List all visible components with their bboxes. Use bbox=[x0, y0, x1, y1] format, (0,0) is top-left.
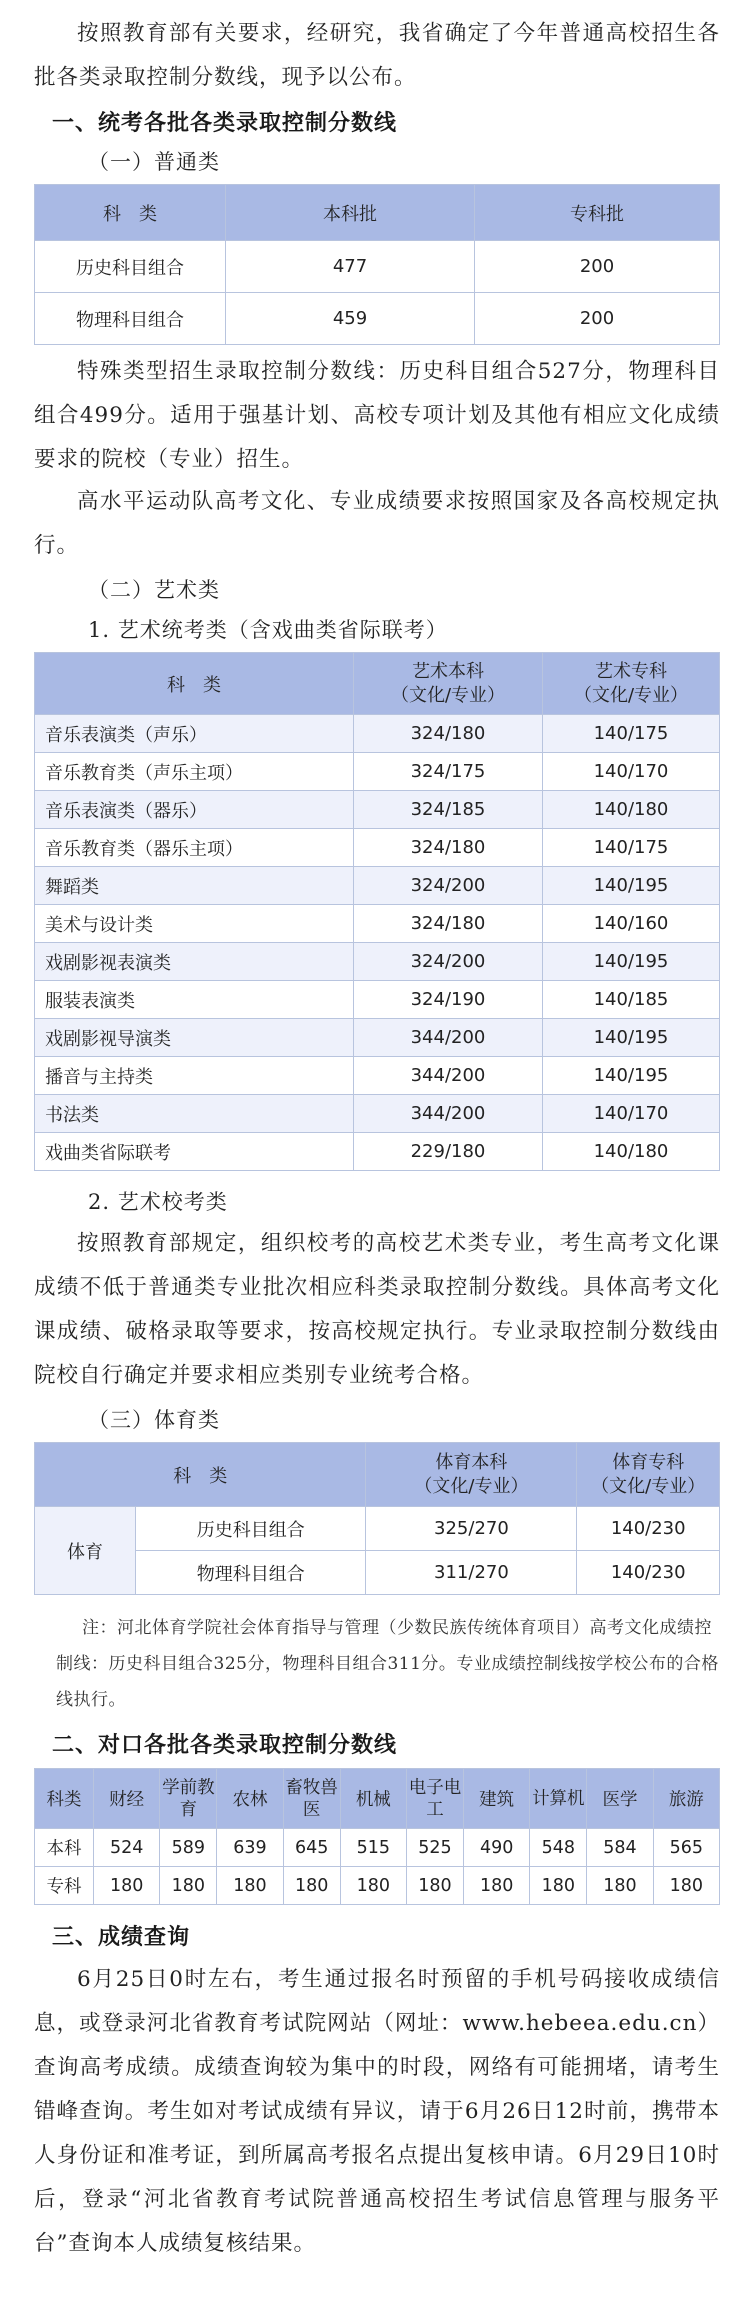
art-unified-title: 1. 艺术统考类（含戏曲类省际联考） bbox=[88, 618, 448, 642]
table-header: 旅游 bbox=[653, 1769, 719, 1829]
table-header: 机械 bbox=[340, 1769, 406, 1829]
table-cell: 639 bbox=[217, 1829, 283, 1867]
section2-title: 二、对口各批各类录取控制分数线 bbox=[52, 1733, 398, 1758]
table-cell: 324/175 bbox=[354, 753, 543, 791]
table-cell: 专科 bbox=[35, 1867, 94, 1905]
table-cell: 584 bbox=[587, 1829, 653, 1867]
table-cell: 美术与设计类 bbox=[35, 905, 354, 943]
table-cell: 325/270 bbox=[366, 1507, 577, 1551]
table-cell: 180 bbox=[463, 1867, 529, 1905]
table-cell: 音乐教育类（声乐主项） bbox=[35, 753, 354, 791]
header-subline: （文化/专业） bbox=[414, 1475, 529, 1497]
table-cell: 戏剧影视导演类 bbox=[35, 1019, 354, 1057]
table-cell: 324/185 bbox=[354, 791, 543, 829]
art-unified-table bbox=[34, 652, 720, 1171]
table-cell: 311/270 bbox=[366, 1551, 577, 1595]
table-header: 本科批 bbox=[226, 185, 475, 241]
pe-note: 注：河北体育学院社会体育指导与管理（少数民族传统体育项目）高考文化成绩控制线：历史科目组合325分，物理科目组合311分。专业成绩控制线按学校公布的合格线执行。 bbox=[56, 1618, 719, 1710]
table-row bbox=[35, 1133, 720, 1171]
vocational-table bbox=[34, 1768, 720, 1905]
table-header: 科 类 bbox=[35, 185, 226, 241]
table-cell: 589 bbox=[160, 1829, 217, 1867]
table-row bbox=[35, 1867, 720, 1905]
pe-table bbox=[34, 1442, 720, 1595]
table-cell: 140/195 bbox=[543, 867, 720, 905]
table-cell: 体育 bbox=[35, 1507, 136, 1595]
table-cell: 播音与主持类 bbox=[35, 1057, 354, 1095]
table-cell: 229/180 bbox=[354, 1133, 543, 1171]
table-cell: 140/160 bbox=[543, 905, 720, 943]
table-header bbox=[366, 1443, 577, 1507]
table-cell: 140/195 bbox=[543, 1057, 720, 1095]
header-line: 体育专科 bbox=[612, 1451, 685, 1473]
table-cell: 140/195 bbox=[543, 1019, 720, 1057]
table-cell: 舞蹈类 bbox=[35, 867, 354, 905]
table-cell: 音乐教育类（器乐主项） bbox=[35, 829, 354, 867]
general-subtitle: （一）普通类 bbox=[88, 150, 220, 174]
table-cell: 525 bbox=[406, 1829, 463, 1867]
table-cell: 180 bbox=[283, 1867, 340, 1905]
table-cell: 音乐表演类（器乐） bbox=[35, 791, 354, 829]
table-row bbox=[35, 293, 720, 345]
table-cell: 物理科目组合 bbox=[136, 1551, 366, 1595]
table-header: 医学 bbox=[587, 1769, 653, 1829]
table-row bbox=[35, 981, 720, 1019]
table-cell: 324/190 bbox=[354, 981, 543, 1019]
table-row bbox=[35, 867, 720, 905]
table-cell: 459 bbox=[226, 293, 475, 345]
table-cell: 200 bbox=[475, 241, 720, 293]
table-cell: 477 bbox=[226, 241, 475, 293]
table-cell: 180 bbox=[340, 1867, 406, 1905]
table-header: 专科批 bbox=[475, 185, 720, 241]
table-row bbox=[35, 1095, 720, 1133]
table-header bbox=[354, 653, 543, 715]
table-header bbox=[577, 1443, 720, 1507]
table-cell: 180 bbox=[217, 1867, 283, 1905]
table-row bbox=[35, 753, 720, 791]
table-header: 科类 bbox=[35, 1769, 94, 1829]
table-cell: 344/200 bbox=[354, 1057, 543, 1095]
table-header bbox=[543, 653, 720, 715]
table-cell: 324/180 bbox=[354, 829, 543, 867]
table-cell: 本科 bbox=[35, 1829, 94, 1867]
table-header: 科 类 bbox=[35, 653, 354, 715]
sports-team-paragraph: 高水平运动队高考文化、专业成绩要求按照国家及各高校规定执行。 bbox=[34, 489, 720, 558]
art-school-paragraph: 按照教育部规定，组织校考的高校艺术类专业，考生高考文化课成绩不低于普通类专业批次相应科类录取控制分数线。具体高考文化课成绩、破格录取等要求，按高校规定执行。专业录取控制分数线由院校自行确定并要求相应类别专业统考合格。 bbox=[34, 1231, 720, 1388]
table-cell: 324/180 bbox=[354, 905, 543, 943]
table-cell: 324/180 bbox=[354, 715, 543, 753]
table-header: 科 类 bbox=[35, 1443, 366, 1507]
table-cell: 490 bbox=[463, 1829, 529, 1867]
table-row bbox=[35, 829, 720, 867]
table-cell: 324/200 bbox=[354, 943, 543, 981]
table-cell: 140/180 bbox=[543, 791, 720, 829]
table-cell: 180 bbox=[587, 1867, 653, 1905]
table-cell: 历史科目组合 bbox=[35, 241, 226, 293]
table-cell: 180 bbox=[530, 1867, 587, 1905]
intro-paragraph: 按照教育部有关要求，经研究，我省确定了今年普通高校招生各批各类录取控制分数线，现予以公布。 bbox=[34, 21, 720, 90]
table-row bbox=[35, 1829, 720, 1867]
table-cell: 180 bbox=[160, 1867, 217, 1905]
table-cell: 344/200 bbox=[354, 1095, 543, 1133]
header-subline: （文化/专业） bbox=[573, 684, 689, 706]
table-cell: 140/170 bbox=[543, 1095, 720, 1133]
header-line: 艺术专科 bbox=[595, 660, 667, 682]
table-cell: 515 bbox=[340, 1829, 406, 1867]
table-header: 计算机 bbox=[530, 1769, 587, 1829]
table-cell: 140/185 bbox=[543, 981, 720, 1019]
table-row bbox=[35, 791, 720, 829]
table-cell: 565 bbox=[653, 1829, 719, 1867]
table-cell: 548 bbox=[530, 1829, 587, 1867]
table-cell: 140/180 bbox=[543, 1133, 720, 1171]
header-line: 体育本科 bbox=[435, 1451, 508, 1473]
table-cell: 140/170 bbox=[543, 753, 720, 791]
table-cell: 344/200 bbox=[354, 1019, 543, 1057]
table-cell: 324/200 bbox=[354, 867, 543, 905]
table-cell: 645 bbox=[283, 1829, 340, 1867]
table-cell: 书法类 bbox=[35, 1095, 354, 1133]
table-cell: 服装表演类 bbox=[35, 981, 354, 1019]
table-header: 畜牧兽医 bbox=[283, 1769, 340, 1829]
table-row bbox=[35, 1057, 720, 1095]
art-subtitle: （二）艺术类 bbox=[88, 578, 220, 602]
table-row bbox=[35, 943, 720, 981]
pe-subtitle: （三）体育类 bbox=[88, 1408, 220, 1432]
table-cell: 140/195 bbox=[543, 943, 720, 981]
table-header: 建筑 bbox=[463, 1769, 529, 1829]
section1-title: 一、统考各批各类录取控制分数线 bbox=[52, 111, 398, 136]
table-row bbox=[35, 1551, 720, 1595]
table-cell: 140/175 bbox=[543, 715, 720, 753]
table-cell: 140/230 bbox=[577, 1507, 720, 1551]
table-cell: 180 bbox=[406, 1867, 463, 1905]
score-inquiry-paragraph: 6月25日0时左右，考生通过报名时预留的手机号码接收成绩信息，或登录河北省教育考试院网站（网址：www.hebeea.edu.cn）查询高考成绩。成绩查询较为集中的时段，网络有可能拥堵，请考生错峰查询。考生如对考试成绩有异议，请于6月26日12时前，携带本人身份证和准考证，到所属高考报名点提出复核申请。6月29日10时后，登录“河北省教育考试院普通高校招生考试信息管理与服务平台”查询本人成绩复核结果。 bbox=[34, 1967, 720, 2256]
table-cell: 物理科目组合 bbox=[35, 293, 226, 345]
header-line: 艺术本科 bbox=[412, 660, 484, 682]
art-school-title: 2. 艺术校考类 bbox=[88, 1190, 228, 1214]
table-cell: 524 bbox=[94, 1829, 160, 1867]
table-row bbox=[35, 1507, 720, 1551]
table-header: 电子电工 bbox=[406, 1769, 463, 1829]
table-cell: 200 bbox=[475, 293, 720, 345]
table-cell: 140/175 bbox=[543, 829, 720, 867]
table-cell: 戏剧影视表演类 bbox=[35, 943, 354, 981]
table-row bbox=[35, 1019, 720, 1057]
header-subline: （文化/专业） bbox=[591, 1475, 706, 1497]
table-cell: 音乐表演类（声乐） bbox=[35, 715, 354, 753]
table-cell: 180 bbox=[94, 1867, 160, 1905]
table-cell: 戏曲类省际联考 bbox=[35, 1133, 354, 1171]
table-row bbox=[35, 241, 720, 293]
table-header: 农林 bbox=[217, 1769, 283, 1829]
table-cell: 180 bbox=[653, 1867, 719, 1905]
table-header: 财经 bbox=[94, 1769, 160, 1829]
special-type-paragraph: 特殊类型招生录取控制分数线：历史科目组合527分，物理科目组合499分。适用于强基计划、高校专项计划及其他有相应文化成绩要求的院校（专业）招生。 bbox=[34, 359, 720, 472]
general-table bbox=[34, 184, 720, 345]
table-cell: 140/230 bbox=[577, 1551, 720, 1595]
table-row bbox=[35, 715, 720, 753]
table-row bbox=[35, 905, 720, 943]
table-header: 学前教育 bbox=[160, 1769, 217, 1829]
section3-title: 三、成绩查询 bbox=[52, 1925, 191, 1950]
header-subline: （文化/专业） bbox=[390, 684, 506, 706]
table-cell: 历史科目组合 bbox=[136, 1507, 366, 1551]
